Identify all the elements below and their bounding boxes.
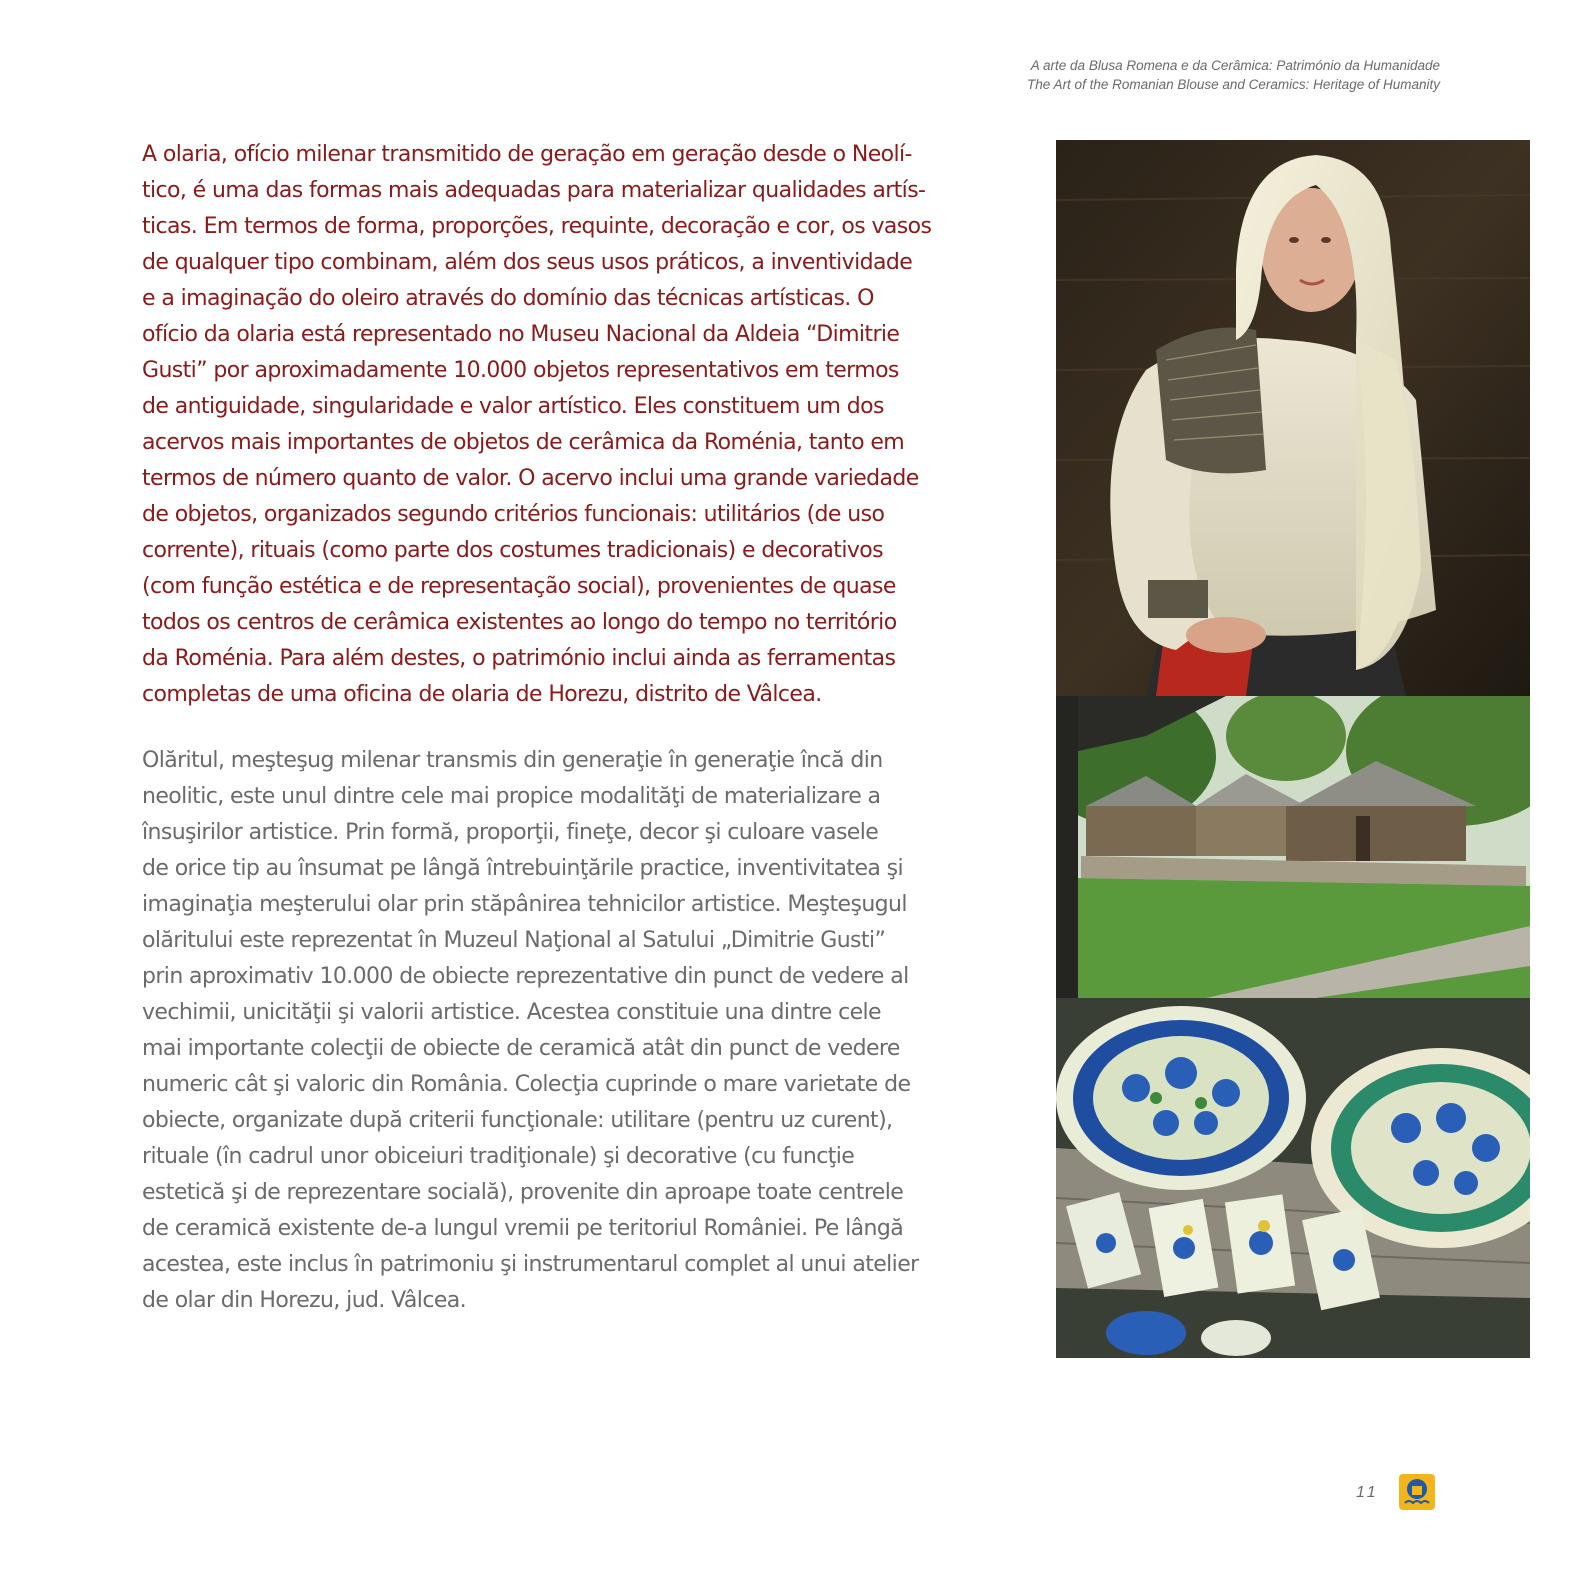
text-line: însuşirilor artistice. Prin formă, proporţii, fineţe, decor şi culoare vasele [142, 820, 879, 845]
text-line: de ceramică existente de-a lungul vremii pe teritoriul României. Pe lângă [142, 1216, 904, 1241]
text-line: de qualquer tipo combinam, além dos seus usos práticos, a inventividade [142, 250, 913, 275]
text-line: de antiguidade, singularidade e valor artístico. Eles constituem um dos [142, 394, 884, 419]
text-line: ticas. Em termos de forma, proporções, requinte, decoração e cor, os vasos [142, 214, 932, 239]
text-line: tico, é uma das formas mais adequadas para materializar qualidades artís- [142, 178, 926, 203]
museum-logo-icon [1399, 1474, 1435, 1510]
paragraph-romanian [142, 743, 1042, 1319]
text-line: A olaria, ofício milenar transmitido de geração em geração desde o Neolí- [142, 142, 912, 167]
text-line: ofício da olaria está representado no Museu Nacional da Aldeia “Dimitrie [142, 322, 900, 347]
text-line: todos os centros de cerâmica existentes ao longo do tempo no território [142, 610, 897, 635]
text-line: Olăritul, meşteşug milenar transmis din generaţie în generaţie încă din [142, 748, 883, 773]
photo-village-museum-houses [1056, 696, 1530, 998]
text-line: completas de uma oficina de olaria de Horezu, distrito de Vâlcea. [142, 682, 822, 707]
text-line: numeric cât şi valoric din România. Colecţia cuprinde o mare varietate de [142, 1072, 911, 1097]
text-line: de orice tip au însumat pe lângă întrebuinţările practice, inventivitatea şi [142, 856, 904, 881]
text-line: mai importante colecţii de obiecte de ceramică atât din punct de vedere [142, 1036, 900, 1061]
text-line: corrente), rituais (como parte dos costumes tradicionais) e decorativos [142, 538, 883, 563]
photo-woman-traditional-blouse [1056, 140, 1530, 696]
text-line: olăritului este reprezentat în Muzeul Naţional al Satului „Dimitrie Gusti” [142, 928, 886, 953]
running-header [1027, 56, 1440, 94]
text-line: de objetos, organizados segundo critérios funcionais: utilitários (de uso [142, 502, 885, 527]
text-line: de olar din Horezu, jud. Vâlcea. [142, 1288, 467, 1313]
text-line: acestea, este inclus în patrimoniu şi instrumentarul complet al unui atelier [142, 1252, 919, 1277]
text-line: estetică şi de reprezentare socială), provenite din aproape toate centrele [142, 1180, 904, 1205]
header-title-pt: A arte da Blusa Romena e da Cerâmica: Património da Humanidade [1030, 58, 1440, 73]
text-line: termos de número quanto de valor. O acervo inclui uma grande variedade [142, 466, 919, 491]
photo-horezu-ceramics [1056, 998, 1530, 1358]
text-line: rituale (în cadrul unor obiceiuri tradiţionale) şi decorative (cu funcţie [142, 1144, 855, 1169]
text-line: (com função estética e de representação social), provenientes de quase [142, 574, 896, 599]
text-line: imaginaţia meşterului olar prin stăpânirea tehnicilor artistice. Meşteşugul [142, 892, 907, 917]
header-title-en: The Art of the Romanian Blouse and Ceramics: Heritage of Humanity [1027, 77, 1440, 92]
text-line: vechimii, unicităţii şi valorii artistice. Acestea constituie una dintre cele [142, 1000, 881, 1025]
text-line: neolitic, este unul dintre cele mai propice modalităţi de materializare a [142, 784, 881, 809]
paragraph-portuguese [142, 137, 1042, 713]
text-line: e a imaginação do oleiro através do domínio das técnicas artísticas. O [142, 286, 874, 311]
text-line: prin aproximativ 10.000 de obiecte reprezentative din punct de vedere al [142, 964, 909, 989]
text-line: acervos mais importantes de objetos de cerâmica da Roménia, tanto em [142, 430, 905, 455]
text-line: obiecte, organizate după criterii funcţionale: utilitare (pentru uz curent), [142, 1108, 893, 1133]
text-line: Gusti” por aproximadamente 10.000 objetos representativos em termos [142, 358, 899, 383]
text-line: da Roménia. Para além destes, o património inclui ainda as ferramentas [142, 646, 896, 671]
page-number: 11 [1356, 1484, 1379, 1501]
